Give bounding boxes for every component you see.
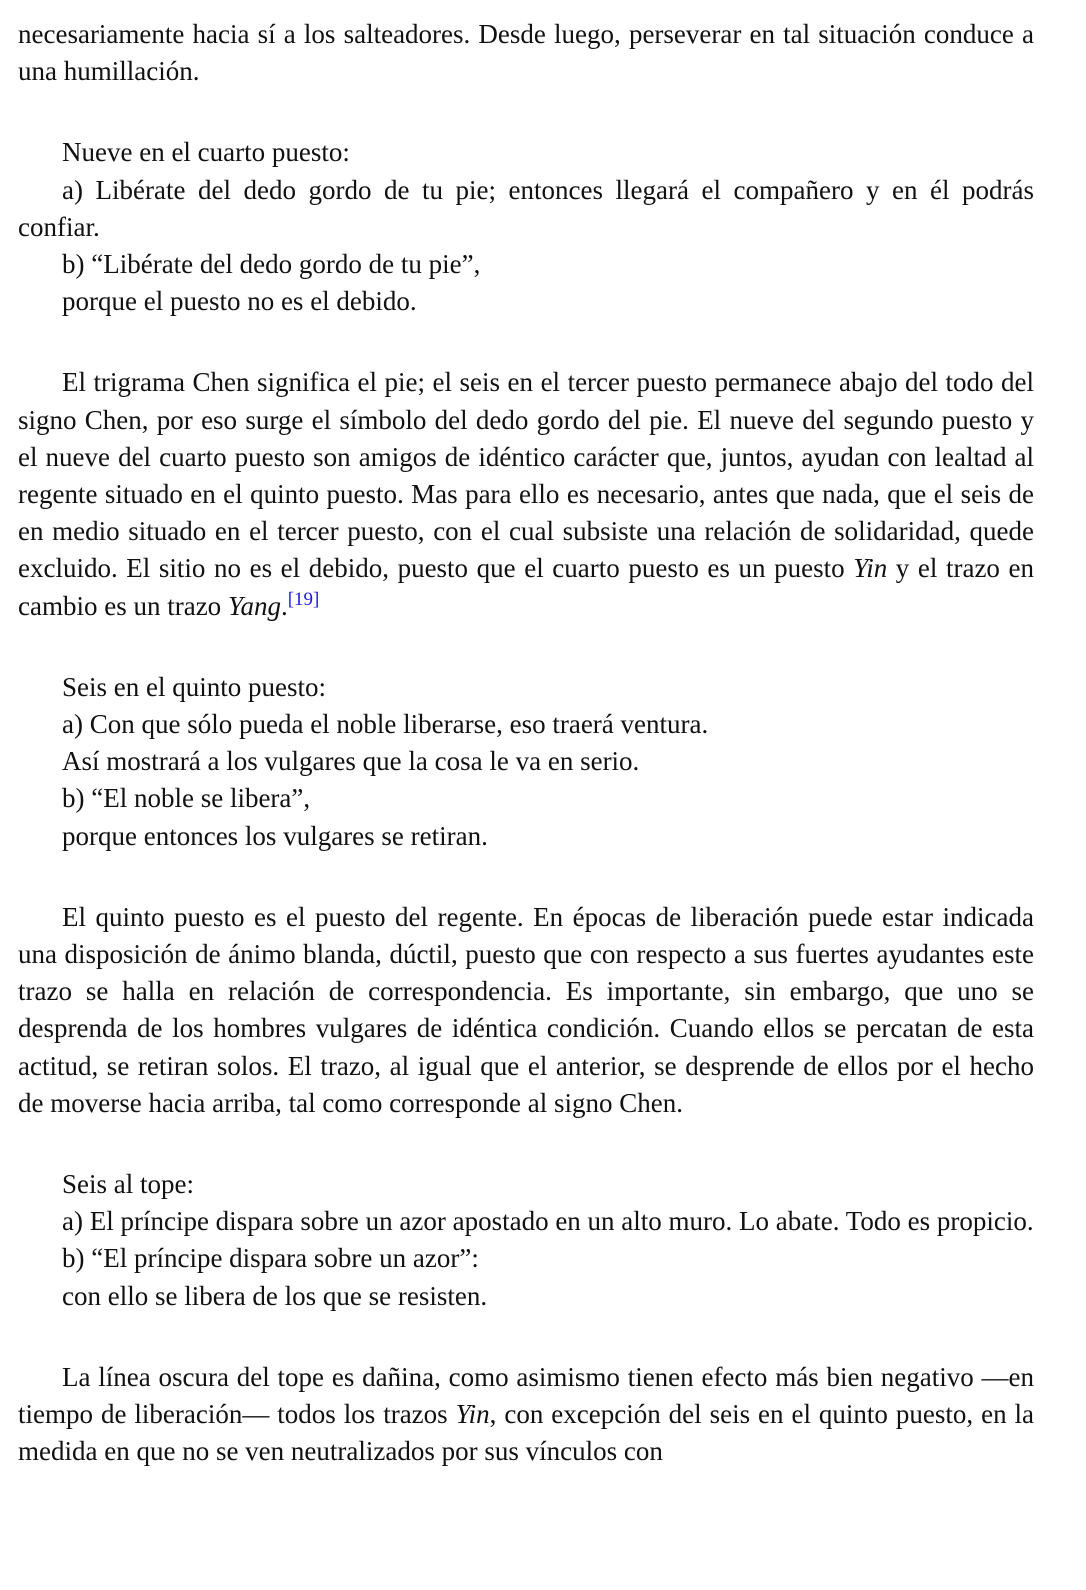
line-six-text-b2: con ello se libera de los que se resisten. [62, 1280, 488, 1311]
spacer [18, 855, 1034, 899]
spacer [18, 1315, 1034, 1359]
spacer [18, 90, 1034, 134]
line-five-text-a1: a) Con que sólo pueda el noble liberarse, eso traerá ventura. [62, 709, 709, 740]
line-five-text-b1: b) “El noble se libera”, [62, 783, 311, 814]
line-five-heading: Seis en el quinto puesto: [62, 671, 326, 702]
spacer [18, 1122, 1034, 1166]
line-five-text-b2: porque entonces los vulgares se retiran. [62, 820, 488, 851]
line-four-commentary: El trigrama Chen significa el pie; el seis en el tercer puesto permanece abajo del todo del signo Chen, por eso surge el símbolo del dedo gordo del pie. El nueve del segundo puesto y el nueve del cuarto puesto son amigos de idéntico carácter que, juntos, ayudan con lealtad al regente situado en el quinto puesto. Mas para ello es necesario, antes que nada, que el seis de en medio situado en el tercer puesto, con el cual subsiste una relación de solidaridad, quede excluido. El sitio no es el debido, puesto que el cuarto puesto es un puesto Yin y el trazo en cambio es un trazo Yang.[19] [18, 367, 1034, 621]
line-four-text-a: a) Libérate del dedo gordo de tu pie; entonces llegará el compañero y en él podrás confiar. [18, 174, 1034, 242]
footnote-link[interactable]: [19] [287, 588, 320, 610]
continued-paragraph: necesariamente hacia sí a los salteadores. Desde luego, perseverar en tal situación conduce a una humillación. [18, 19, 1034, 87]
line-six-text-b1: b) “El príncipe dispara sobre un azor”: [62, 1243, 479, 1274]
line-six-commentary: La línea oscura del tope es dañina, como asimismo tienen efecto más bien negativo —en tiempo de liberación— todos los trazos Yin, con excepción del seis en el quinto puesto, en la medida en que no se ven neutralizados por sus vínculos con [18, 1361, 1035, 1467]
line-six-text-a: a) El príncipe dispara sobre un azor apostado en un alto muro. Lo abate. Todo es propicio. [62, 1206, 1034, 1237]
line-six-heading: Seis al tope: [62, 1169, 194, 1200]
spacer [18, 320, 1034, 364]
line-five-commentary: El quinto puesto es el puesto del regente. En épocas de liberación puede estar indicada una disposición de ánimo blanda, dúctil, puesto que con respecto a sus fuertes ayudantes este trazo se halla en relación de correspondencia. Es importante, sin embargo, que uno se desprenda de los hombres vulgares de idéntica condición. Cuando ellos se percatan de esta actitud, se retiran solos. El trazo, al igual que el anterior, se desprende de ellos por el hecho de moverse hacia arriba, tal como corresponde al signo Chen. [18, 901, 1034, 1118]
spacer [18, 625, 1034, 669]
document-page [18, 16, 1034, 1471]
line-four-text-b2: porque el puesto no es el debido. [62, 286, 417, 317]
line-four-heading: Nueve en el cuarto puesto: [62, 137, 350, 168]
line-four-text-b1: b) “Libérate del dedo gordo de tu pie”, [62, 249, 481, 280]
line-five-text-a2: Así mostrará a los vulgares que la cosa le va en serio. [62, 746, 640, 777]
